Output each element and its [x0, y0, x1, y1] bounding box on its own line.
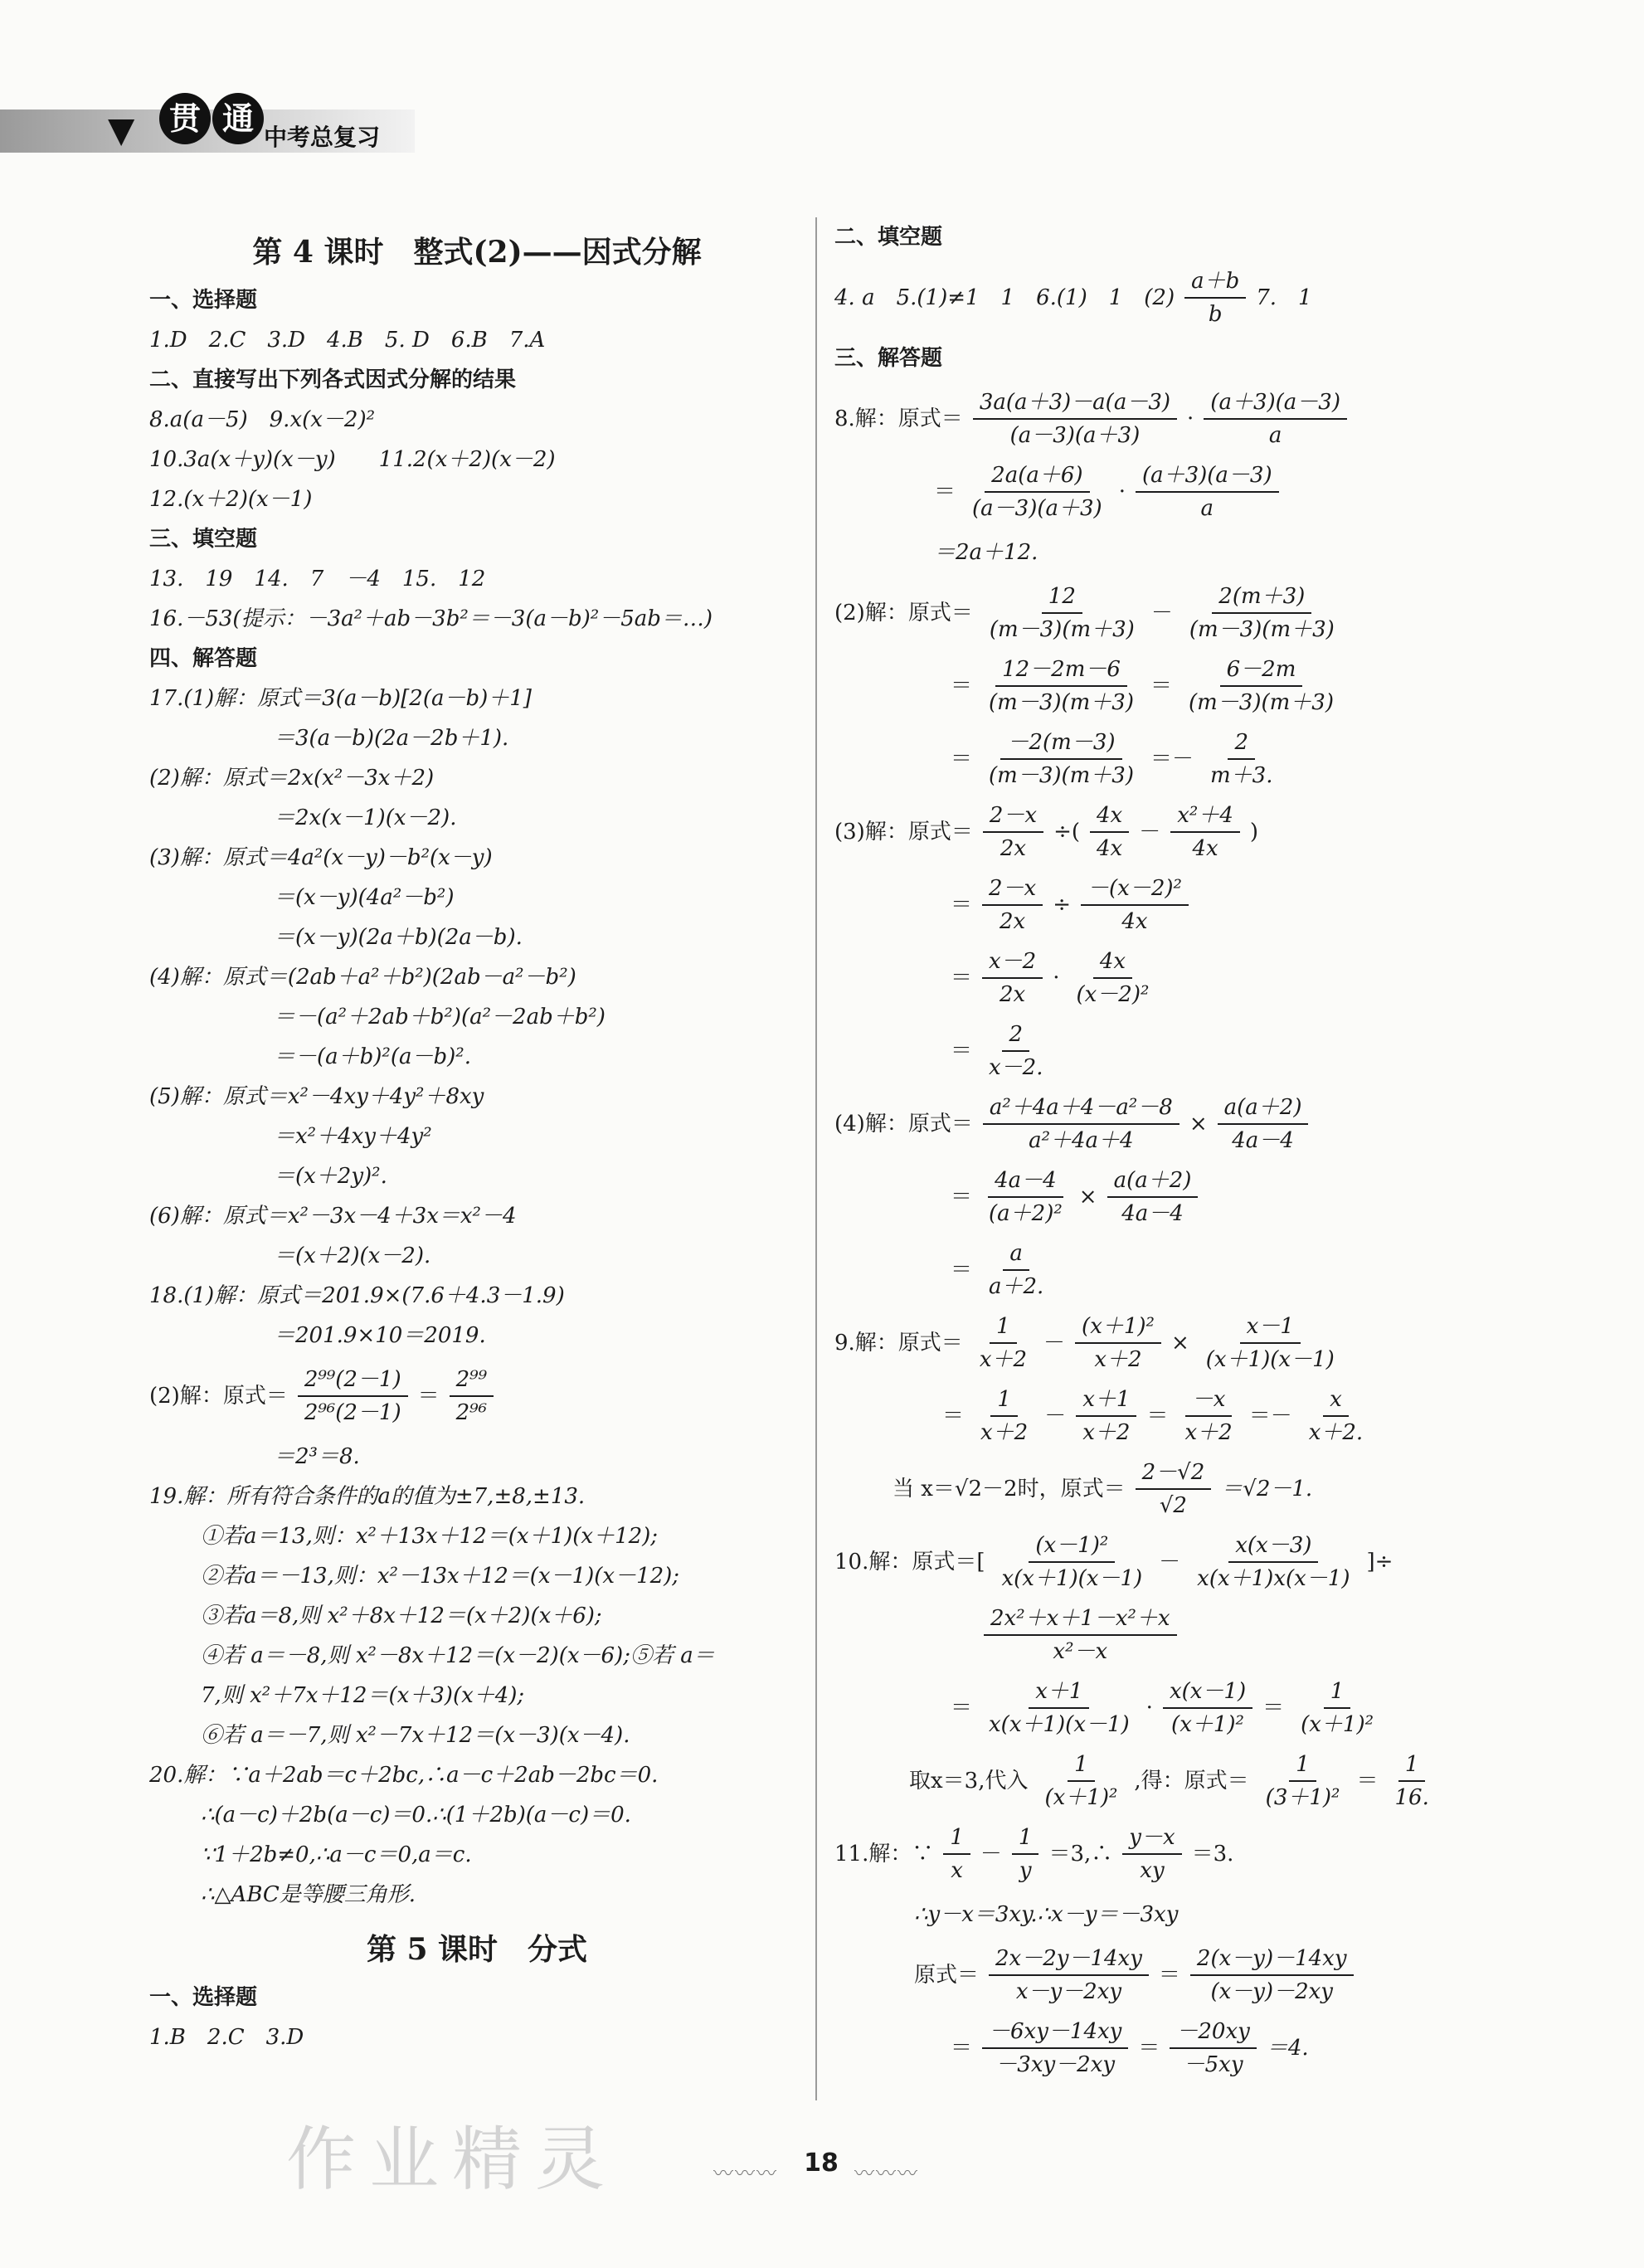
answer-line: 1.D 2.C 3.D 4.B 5. D 6.B 7.A	[149, 328, 546, 353]
fraction	[1122, 1822, 1181, 1886]
numerator: 3a(a＋3)－a(a－3)	[973, 387, 1177, 420]
solution-line: ＝(x＋2y)².	[274, 1164, 387, 1189]
solution-line: ＝(x－y)(4a²－b²)	[274, 885, 455, 910]
numerator: 1	[1398, 1749, 1426, 1782]
solution-line: (3)解：原式＝4a²(x－y)－b²(x－y)	[149, 845, 493, 870]
denominator: (3＋1)²	[1265, 1785, 1340, 1810]
numerator: 2⁹⁹	[450, 1364, 494, 1397]
operator: －	[1159, 1550, 1181, 1574]
fraction-line	[834, 1943, 1515, 2008]
fraction-line	[834, 654, 1515, 718]
operator: ＝	[1158, 1963, 1180, 1988]
fraction	[1259, 1749, 1347, 1813]
fraction	[1038, 1749, 1124, 1813]
equals: ＝	[417, 1384, 440, 1409]
fraction-line	[149, 1364, 805, 1428]
solution-line: 20.解：∵a＋2ab＝c＋2bc,∴a－c＋2ab－2bc＝0.	[149, 1763, 659, 1788]
operator: ·	[1053, 966, 1060, 990]
operator: －	[1139, 820, 1161, 844]
solution-line: ＝201.9×10＝2019.	[274, 1323, 486, 1348]
denominator: x＋2	[980, 1420, 1029, 1445]
operator: －	[1043, 1331, 1066, 1355]
solution-line: (2)解：原式＝2x(x²－3x＋2)	[149, 766, 435, 791]
operator: ＝	[1262, 1696, 1285, 1720]
fraction	[983, 581, 1141, 645]
operator: ＝	[951, 1039, 973, 1063]
answer-line: 8.a(a－5) 9.x(x－2)²	[149, 407, 376, 432]
solution-line: ⑥若 a＝－7,则 x²－7x＋12＝(x－3)(x－4).	[201, 1723, 630, 1748]
denominator: (a－3)(a＋3)	[972, 496, 1102, 521]
fraction	[943, 1822, 970, 1886]
denominator: (m－3)(m＋3)	[1189, 617, 1335, 642]
page-number: 18	[804, 2149, 839, 2178]
fraction-line	[834, 800, 1515, 864]
denominator: x＋2	[1082, 1420, 1131, 1445]
numerator: a	[1003, 1238, 1029, 1271]
operator: ＝	[951, 1696, 973, 1720]
fraction	[1170, 2016, 1256, 2081]
numerator: x－2	[982, 946, 1043, 979]
triangle-down-icon: ▼	[108, 110, 135, 150]
numerator: 2－x	[983, 800, 1043, 833]
solution-line: ④若 a＝－8,则 x²－8x＋12＝(x－2)(x－6);⑤若 a＝	[201, 1643, 715, 1668]
answer-text: 7. 1	[1256, 285, 1312, 310]
wave-ornament-icon: 〰〰〰	[713, 2162, 778, 2185]
fraction-line	[834, 460, 1515, 524]
operator: ＝	[1150, 674, 1172, 698]
denominator: (a＋2)²	[989, 1201, 1063, 1226]
fraction	[982, 727, 1141, 791]
solution-line: (5)解：原式＝x²－4xy＋4y²＋8xy	[149, 1084, 484, 1109]
fraction	[1012, 1822, 1039, 1886]
numerator: 2	[1002, 1019, 1029, 1052]
header-subtitle: 中考总复习	[264, 124, 381, 151]
solution-text: ,得：原式＝	[1134, 1769, 1249, 1793]
denominator: x(x＋1)(x－1)	[1001, 1566, 1143, 1591]
numerator: －x	[1185, 1384, 1233, 1417]
numerator: a(a＋2)	[1218, 1092, 1309, 1125]
denominator: (m－3)(m＋3)	[989, 763, 1134, 788]
fraction	[1218, 1092, 1309, 1156]
denominator: 16.	[1394, 1785, 1429, 1810]
solution-label: 8.解：原式＝	[834, 406, 963, 431]
solution-line: ＝－(a＋b)²(a－b)².	[274, 1044, 471, 1069]
solution-text: 当 x＝√2－2时，原式＝	[893, 1477, 1126, 1501]
numerator: x²＋4	[1170, 800, 1240, 833]
numerator: 1	[1012, 1822, 1039, 1855]
solution-line: ∴(a－c)＋2b(a－c)＝0.∴(1＋2b)(a－c)＝0.	[201, 1803, 631, 1828]
solution-line: ＝x²＋4xy＋4y²	[274, 1124, 432, 1149]
operator: ]÷	[1366, 1550, 1394, 1574]
fraction	[965, 460, 1109, 524]
denominator: a	[1268, 423, 1282, 448]
denominator: a²＋4a＋4	[1029, 1128, 1134, 1153]
numerator: a(a＋2)	[1107, 1165, 1199, 1198]
numerator: (x－1)²	[1029, 1530, 1115, 1563]
denominator: 2x	[1000, 836, 1027, 861]
solution-line: (6)解：原式＝x²－3x－4＋3x＝x²－4	[149, 1204, 517, 1229]
solution-text: ＝3.	[1191, 1842, 1234, 1866]
fraction	[298, 1364, 408, 1428]
fraction	[982, 1019, 1049, 1083]
solution-line: ∵1＋2b≠0,∴a－c＝0,a＝c.	[201, 1842, 472, 1867]
solution-line: ＝(x＋2)(x－2).	[274, 1244, 431, 1268]
denominator: 4x	[1097, 836, 1123, 861]
numerator: 4x	[1090, 800, 1129, 833]
fraction-line	[834, 946, 1515, 1010]
fraction	[1076, 1384, 1136, 1448]
operator: ＝	[951, 747, 973, 771]
answer-line: 1.B 2.C 3.D	[149, 2025, 304, 2050]
fraction-line	[834, 387, 1515, 451]
fraction-line	[834, 2016, 1515, 2081]
fraction	[1136, 460, 1279, 524]
solution-label: 11.解：∵	[834, 1842, 934, 1866]
solution-line: ①若a＝13,则：x²＋13x＋12＝(x＋1)(x＋12);	[201, 1524, 659, 1549]
header-seal-1: 贯	[159, 93, 211, 144]
solution-line: ＝2x(x－1)(x－2).	[274, 805, 457, 830]
solution-label: (2)解：原式＝	[834, 601, 973, 625]
denominator: x－2.	[989, 1055, 1043, 1080]
numerator: 1	[943, 1822, 970, 1855]
fraction	[1190, 1530, 1356, 1594]
answer-line: 16.－53(提示：－3a²＋ab－3b²＝－3(a－b)²－5ab＝…)	[149, 606, 713, 631]
fraction	[1388, 1749, 1435, 1813]
numerator: 2x－2y－14xy	[989, 1943, 1149, 1976]
fraction	[982, 946, 1043, 1010]
operator: )	[1249, 820, 1259, 844]
denominator: 2⁹⁶	[455, 1400, 488, 1425]
operator: －	[1044, 1404, 1067, 1428]
numerator: 1	[990, 1384, 1018, 1417]
operator: ÷	[1053, 893, 1072, 917]
solution-line: 18.(1)解：原式＝201.9×(7.6＋4.3－1.9)	[149, 1283, 565, 1308]
solution-line: ∴△ABC是等腰三角形.	[201, 1882, 416, 1907]
numerator: x	[1323, 1384, 1349, 1417]
denominator: 4a－4	[1121, 1201, 1184, 1226]
numerator: 12－2m－6	[995, 654, 1127, 687]
solution-line: 19.解：所有符合条件的a的值为±7,±8,±13.	[149, 1484, 586, 1509]
fraction	[1075, 1311, 1161, 1375]
fraction	[450, 1364, 494, 1428]
denominator: (x＋1)²	[1171, 1712, 1244, 1737]
solution-label: (4)解：原式＝	[834, 1112, 973, 1136]
denominator: (x＋1)²	[1044, 1785, 1118, 1810]
fraction	[973, 1311, 1034, 1375]
operator: ·	[1145, 1696, 1153, 1720]
numerator: 2a(a＋6)	[985, 460, 1089, 493]
solution-label: 原式＝	[914, 1963, 980, 1988]
fraction	[1199, 1311, 1341, 1375]
fraction-line	[834, 581, 1515, 645]
operator: ＝	[951, 2036, 973, 2061]
solution-line: (4)解：原式＝(2ab＋a²＋b²)(2ab－a²－b²)	[149, 965, 576, 990]
operator: ＝	[951, 1185, 973, 1209]
operator: ×	[1170, 1331, 1189, 1355]
denominator: m＋3.	[1210, 763, 1273, 788]
fraction	[1163, 1676, 1252, 1740]
operator: ×	[1189, 1112, 1208, 1136]
denominator: y	[1019, 1858, 1032, 1883]
header-seal-2: 通	[212, 93, 264, 144]
solution-line: ③若a＝8,则 x²＋8x＋12＝(x＋2)(x＋6);	[201, 1604, 602, 1628]
denominator: (x－2)²	[1076, 982, 1150, 1007]
operator: ＝	[951, 966, 973, 990]
fraction-line	[834, 265, 1515, 330]
numerator: 1	[1324, 1676, 1351, 1709]
fraction	[1107, 1165, 1199, 1229]
fraction	[995, 1530, 1150, 1594]
numerator: y－x	[1122, 1822, 1181, 1855]
solution-line: ∴y－x＝3xy.∴x－y＝－3xy	[914, 1902, 1179, 1927]
denominator: (m－3)(m＋3)	[989, 617, 1135, 642]
numerator: 4x	[1093, 946, 1132, 979]
numerator: 2－x	[982, 873, 1043, 906]
numerator: (a＋3)(a－3)	[1204, 387, 1347, 420]
denominator: (x＋1)²	[1301, 1712, 1374, 1737]
operator: －	[1150, 601, 1173, 625]
numerator: 4a－4	[988, 1165, 1063, 1198]
denominator: －5xy	[1183, 2052, 1243, 2077]
denominator: (m－3)(m＋3)	[1189, 690, 1334, 715]
denominator: b	[1208, 302, 1223, 327]
denominator: x＋2	[979, 1347, 1028, 1372]
fraction	[1294, 1676, 1380, 1740]
numerator: (x＋1)²	[1075, 1311, 1161, 1344]
numerator: x－1	[1240, 1311, 1301, 1344]
numerator: a＋b	[1184, 265, 1246, 299]
denominator: a＋2.	[989, 1274, 1044, 1299]
denominator: 4a－4	[1232, 1128, 1294, 1153]
fraction	[1190, 1943, 1354, 2008]
column-divider	[815, 217, 817, 2100]
numerator: x(x－3)	[1228, 1530, 1318, 1563]
numerator: 6－2m	[1220, 654, 1303, 687]
denominator: 2x	[1000, 909, 1026, 934]
fraction	[1070, 946, 1156, 1010]
denominator: xy	[1140, 1858, 1165, 1883]
operator: ＝－	[1248, 1404, 1292, 1428]
operator: ·	[1118, 479, 1126, 504]
numerator: x(x－1)	[1163, 1676, 1252, 1709]
fraction	[983, 800, 1043, 864]
numerator: x＋1	[1076, 1384, 1136, 1417]
numerator: x＋1	[1029, 1676, 1089, 1709]
numerator: a²＋4a＋4－a²－8	[983, 1092, 1179, 1125]
operator: ＝	[1138, 2036, 1160, 2061]
operator: ＝	[951, 674, 973, 698]
solution-text: 取x＝3,代入	[909, 1769, 1029, 1793]
operator: ×	[1078, 1185, 1097, 1209]
solution-line: ②若a＝－13,则：x²－13x＋12＝(x－1)(x－12);	[201, 1564, 680, 1589]
section-heading: 二、直接写出下列各式因式分解的结果	[149, 367, 517, 392]
fraction	[984, 1603, 1177, 1667]
fraction-line	[834, 1019, 1515, 1083]
lesson-4-title: 第 4 课时 整式(2)——因式分解	[252, 235, 702, 270]
fraction-line	[834, 1165, 1515, 1229]
fraction	[1204, 727, 1279, 791]
operator: －	[980, 1842, 1002, 1866]
fraction	[989, 1943, 1149, 2008]
fraction-line	[834, 1530, 1515, 1594]
numerator: －6xy－14xy	[982, 2016, 1128, 2049]
denominator: a	[1200, 496, 1214, 521]
fraction	[974, 1384, 1034, 1448]
denominator: 4x	[1121, 909, 1148, 934]
answer-line: 10.3a(x＋y)(x－y) 11.2(x＋2)(x－2)	[149, 447, 556, 472]
operator: ·	[1187, 406, 1194, 431]
fraction	[1184, 265, 1246, 330]
numerator: 2	[1228, 727, 1255, 760]
numerator: －(x－2)²	[1081, 873, 1189, 906]
operator: ＝	[951, 1258, 973, 1282]
section-heading: 三、解答题	[834, 346, 943, 371]
denominator: 2⁹⁶(2－1)	[304, 1400, 401, 1425]
fraction	[983, 1092, 1179, 1156]
solution-line: ＝－(a²＋2ab＋b²)(a²－2ab＋b²)	[274, 1005, 606, 1029]
operator: ＝	[951, 893, 973, 917]
operator: ＝	[934, 479, 956, 504]
fraction	[982, 1238, 1050, 1302]
fraction	[982, 873, 1043, 937]
numerator: 1	[1289, 1749, 1316, 1782]
fraction-line	[834, 1822, 1515, 1886]
fraction-line	[834, 727, 1515, 791]
numerator: 2x²＋x＋1－x²＋x	[984, 1603, 1177, 1636]
right-column	[834, 217, 1515, 2089]
solution-line: ＝(x－y)(2a＋b)(2a－b).	[274, 925, 523, 950]
section-heading: 一、选择题	[149, 288, 258, 313]
fraction	[1090, 800, 1129, 864]
denominator: (x－y)－2xy	[1210, 1979, 1333, 2004]
answer-text: 4. a 5.(1)≠1 1 6.(1) 1 (2)	[834, 285, 1175, 310]
section-heading: 一、选择题	[149, 1985, 258, 2010]
denominator: (x＋1)(x－1)	[1205, 1347, 1335, 1372]
solution-text: ＝√2－1.	[1221, 1477, 1313, 1501]
fraction	[1178, 1384, 1238, 1448]
fraction	[982, 654, 1141, 718]
fraction-line	[834, 1238, 1515, 1302]
numerator: (a＋3)(a－3)	[1136, 460, 1279, 493]
fraction-line	[834, 1311, 1515, 1375]
denominator: x＋2	[1094, 1347, 1142, 1372]
denominator: x(x＋1)x(x－1)	[1197, 1566, 1350, 1591]
solution-line: 17.(1)解：原式＝3(a－b)[2(a－b)＋1]	[149, 686, 532, 711]
fraction-line	[834, 1749, 1515, 1813]
solution-line: ＝2³＝8.	[274, 1444, 360, 1469]
denominator: (m－3)(m＋3)	[989, 690, 1134, 715]
operator: ＝	[1356, 1769, 1379, 1793]
fraction-line	[834, 1676, 1515, 1740]
denominator: x²－x	[1053, 1639, 1108, 1664]
operator: ＝	[1146, 1404, 1169, 1428]
solution-line: ＝3(a－b)(2a－2b＋1).	[274, 726, 509, 751]
answer-line: 12.(x＋2)(x－1)	[149, 487, 313, 512]
numerator: 2⁹⁹(2－1)	[298, 1364, 408, 1397]
fraction	[1204, 387, 1347, 451]
section-heading: 四、解答题	[149, 646, 258, 671]
operator: ÷(	[1053, 820, 1080, 844]
section-heading: 三、填空题	[149, 527, 258, 552]
fraction	[1182, 654, 1340, 718]
numerator: 2－√2	[1136, 1457, 1212, 1490]
denominator: (a－3)(a＋3)	[1009, 423, 1141, 448]
answer-line: 13. 19 14. 7 －4 15. 12	[149, 567, 486, 591]
lesson-5-title: 第 5 课时 分式	[366, 1932, 588, 1967]
fraction	[1170, 800, 1240, 864]
section-heading: 二、填空题	[834, 225, 943, 250]
denominator: x	[951, 1858, 963, 1883]
watermark-text: 作业精灵	[286, 2119, 619, 2200]
fraction	[1081, 873, 1189, 937]
denominator: x＋2	[1184, 1420, 1233, 1445]
denominator: √2	[1159, 1493, 1187, 1518]
solution-line: ＝2a＋12.	[934, 540, 1038, 565]
fraction-line	[834, 1384, 1515, 1448]
numerator: 1	[990, 1311, 1017, 1344]
denominator: x＋2.	[1308, 1420, 1364, 1445]
numerator: 2(x－y)－14xy	[1190, 1943, 1354, 1976]
numerator: －20xy	[1170, 2016, 1256, 2049]
fraction	[982, 1676, 1136, 1740]
fraction-line	[834, 1603, 1515, 1667]
fraction-line	[834, 1457, 1515, 1521]
operator: ＝	[942, 1404, 965, 1428]
solution-line: 7,则 x²＋7x＋12＝(x＋3)(x＋4);	[201, 1683, 525, 1708]
fraction	[1302, 1384, 1369, 1448]
denominator: x(x＋1)(x－1)	[989, 1712, 1130, 1737]
solution-text: ＝3,∴	[1048, 1842, 1113, 1866]
solution-label: 10.解：原式＝[	[834, 1550, 985, 1574]
numerator: 12	[1042, 581, 1082, 614]
fraction	[982, 1165, 1069, 1229]
wave-ornament-icon: 〰〰〰	[854, 2162, 919, 2185]
fraction-line	[834, 1092, 1515, 1156]
denominator: x－y－2xy	[1015, 1979, 1122, 2004]
numerator: －2(m－3)	[1000, 727, 1121, 760]
numerator: 1	[1068, 1749, 1095, 1782]
solution-label: (2)解：原式＝	[149, 1384, 288, 1409]
solution-label: 9.解：原式＝	[834, 1331, 963, 1355]
fraction-line	[834, 873, 1515, 937]
fraction	[982, 2016, 1128, 2081]
solution-text: ＝4.	[1266, 2036, 1309, 2061]
operator: ＝－	[1150, 747, 1194, 771]
denominator: 4x	[1192, 836, 1218, 861]
denominator: 2x	[1000, 982, 1026, 1007]
numerator: 2(m＋3)	[1212, 581, 1311, 614]
left-column	[149, 217, 805, 2057]
solution-label: (3)解：原式＝	[834, 820, 973, 844]
denominator: －3xy－2xy	[995, 2052, 1116, 2077]
fraction	[1136, 1457, 1212, 1521]
fraction	[1183, 581, 1341, 645]
fraction	[973, 387, 1177, 451]
